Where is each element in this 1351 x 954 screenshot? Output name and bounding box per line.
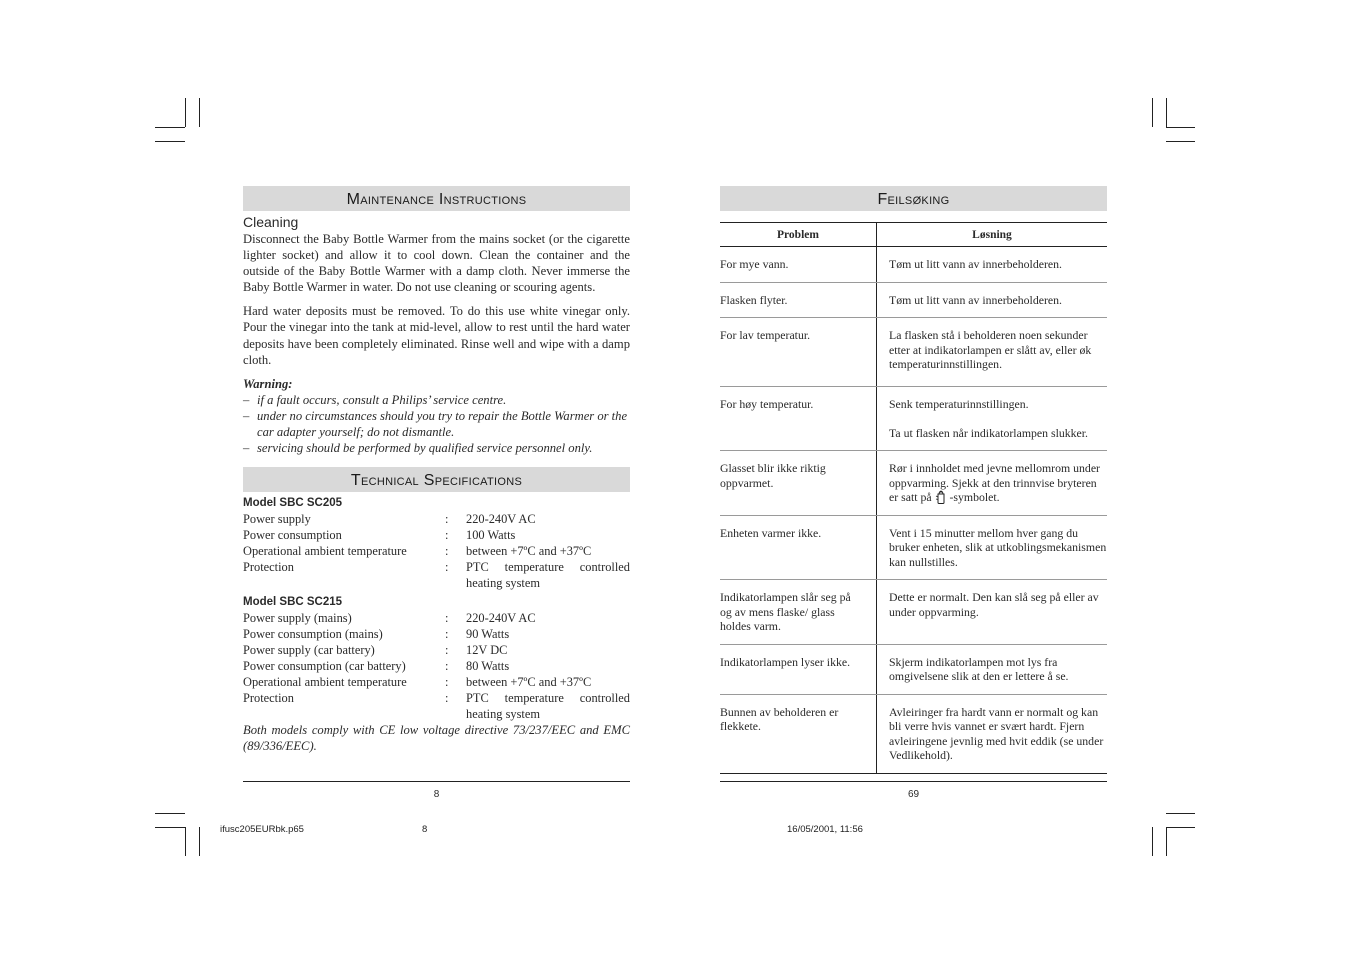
solution-cell: La flasken stå i beholderen noen sekunder etter at indikatorlampen er slått av, eller øk temperaturinnstillingen.: [877, 318, 1108, 387]
spec-label: Operational ambient temperature: [243, 674, 407, 689]
solution-cell: Vent i 15 minutter mellom hver gang du bruker enheten, slik at utkoblingsmekanismen kan nullstilles.: [877, 515, 1108, 580]
spec-value: 220-240V AC: [466, 511, 536, 526]
crop-mark: [1166, 141, 1195, 142]
cleaning-heading: Cleaning: [243, 214, 299, 230]
spec-label: Power supply (car battery): [243, 642, 375, 657]
column-header-solution: Løsning: [877, 223, 1108, 247]
slug-file: ifusc205EURbk.p65: [220, 824, 304, 835]
spec-value: 80 Watts: [466, 658, 510, 673]
solution-cell: Tøm ut litt vann av innerbeholderen.: [877, 247, 1108, 283]
warning-text: under no circumstances should you try to repair the Bottle Warmer or the car adapter yourself; do not dismantle.: [257, 408, 628, 439]
spec-row: Power consumption : 100 Watts: [243, 527, 630, 543]
warning-item: – under no circumstances should you try to repair the Bottle Warmer or the car adapter yourself; do not dismantle.: [243, 408, 630, 440]
spec-label: Power consumption (car battery): [243, 658, 406, 673]
spec-label: Power supply (mains): [243, 610, 352, 625]
page-number: 69: [907, 789, 920, 800]
problem-cell: Bunnen av beholderen er flekkete.: [720, 694, 877, 773]
spec-row: Power supply : 220-240V AC: [243, 511, 630, 527]
column-header-problem: Problem: [720, 223, 877, 247]
crop-mark: [155, 127, 185, 128]
table-row: [720, 318, 1107, 387]
slug-datetime: 16/05/2001, 11:56: [787, 824, 863, 835]
spec-value: 220-240V AC: [466, 610, 536, 625]
spec-value: 100 Watts: [466, 527, 516, 542]
solution-text: Rør i innholdet med jevne mellomrom under oppvarming. Sjekk at den trinnvise bryteren er satt på: [889, 461, 1100, 504]
solution-text: Ta ut flasken når indikatorlampen slukker.: [889, 425, 1089, 440]
spec-label: Protection: [243, 690, 294, 705]
problem-cell: Flasken flyter.: [720, 282, 877, 318]
spec-table: [243, 610, 630, 722]
problem-cell: For høy temperatur.: [720, 386, 877, 451]
bottle-icon: [935, 490, 947, 504]
spec-value: PTC temperature controlled heating system: [466, 559, 630, 590]
crop-mark: [1166, 827, 1195, 828]
crop-mark: [1166, 813, 1195, 814]
spec-label: Power consumption (mains): [243, 626, 383, 641]
warning-item: – servicing should be performed by qualified service personnel only.: [243, 440, 593, 455]
table-row: [720, 515, 1107, 580]
spec-value: between +7ºC and +37ºC: [466, 543, 592, 558]
spec-table: [243, 511, 630, 591]
spec-row: Operational ambient temperature : between +7ºC and +37ºC: [243, 674, 630, 690]
table-row: [720, 451, 1107, 516]
warning-title: Warning:: [243, 376, 293, 391]
crop-mark: [155, 141, 185, 142]
problem-cell: For mye vann.: [720, 247, 877, 283]
crop-mark: [1166, 827, 1167, 856]
solution-text: Senk temperaturinnstillingen.: [889, 396, 1029, 411]
spec-value: PTC temperature controlled heating system: [466, 690, 630, 721]
solution-cell: Tøm ut litt vann av innerbeholderen.: [877, 282, 1108, 318]
crop-mark: [185, 98, 186, 127]
warning-text: if a fault occurs, consult a Philips’ service centre.: [257, 392, 507, 407]
left-page: [243, 186, 630, 754]
spec-label: Power consumption: [243, 527, 342, 542]
specs-title: Technical Specifications: [243, 467, 630, 492]
spec-row: Power supply (car battery) : 12V DC: [243, 642, 630, 658]
troubleshooting-title: Feilsøking: [720, 186, 1107, 211]
problem-cell: For lav temperatur.: [720, 318, 877, 387]
crop-mark: [199, 827, 200, 856]
cleaning-paragraph: Hard water deposits must be removed. To do this use white vinegar only. Pour the vinegar into the tank at mid-level, allow to rest until the hard water deposits have been completely eliminated. Rinse well and wipe with a damp cloth.: [243, 304, 630, 367]
spec-row: Operational ambient temperature : between +7ºC and +37ºC: [243, 543, 630, 559]
crop-mark: [155, 827, 185, 828]
solution-cell: Avleiringer fra hardt vann er normalt og kan bli verre hvis vannet er svært hardt. Fjern avleiringene jevnlig med hvit eddik (se under Vedlikehold).: [877, 694, 1108, 773]
problem-cell: Indikatorlampen lyser ikke.: [720, 644, 877, 694]
page-number: 8: [433, 789, 440, 800]
model-name: Model SBC SC215: [243, 595, 343, 608]
table-header-row: [720, 223, 1107, 247]
compliance-note: Both models comply with CE low voltage directive 73/237/EEC and EMC (89/336/EEC).: [243, 722, 630, 753]
crop-mark: [1166, 98, 1167, 127]
spec-label: Protection: [243, 559, 294, 574]
crop-mark: [1166, 127, 1195, 128]
problem-cell: Indikatorlampen slår seg på og av mens flaske/ glass holdes varm.: [720, 580, 877, 645]
model-name: Model SBC SC205: [243, 496, 343, 509]
table-row: [720, 694, 1107, 773]
spec-row: Power consumption (car battery) : 80 Watts: [243, 658, 630, 674]
spec-value: 12V DC: [466, 642, 508, 657]
solution-cell: Skjerm indikatorlampen mot lys fra omgivelsene slik at den er lettere å se.: [877, 644, 1108, 694]
problem-cell: Enheten varmer ikke.: [720, 515, 877, 580]
spec-row: Protection : PTC temperature controlled heating system: [243, 690, 630, 721]
crop-mark: [1152, 98, 1153, 127]
warning-item: – if a fault occurs, consult a Philips’ service centre.: [243, 392, 507, 407]
warning-text: servicing should be performed by qualified service personnel only.: [257, 440, 593, 455]
spec-row: Power consumption (mains) : 90 Watts: [243, 626, 630, 642]
page-footer-rule: [243, 781, 630, 782]
crop-mark: [1152, 827, 1153, 856]
problem-cell: Glasset blir ikke riktig oppvarmet.: [720, 451, 877, 516]
warning-list: [243, 392, 630, 456]
table-row: [720, 282, 1107, 318]
solution-text: -symbolet.: [949, 490, 1000, 504]
spec-row: Protection : PTC temperature controlled heating system: [243, 559, 630, 590]
table-row: [720, 644, 1107, 694]
spec-label: Operational ambient temperature: [243, 543, 407, 558]
maintenance-title: Maintenance Instructions: [243, 186, 630, 211]
page-footer-rule: [720, 781, 1107, 782]
troubleshooting-table: [720, 222, 1107, 774]
table-row: [720, 580, 1107, 645]
spec-value: between +7ºC and +37ºC: [466, 674, 592, 689]
table-row: [720, 247, 1107, 283]
crop-mark: [155, 813, 185, 814]
slug-page: 8: [422, 824, 428, 835]
solution-cell: Dette er normalt. Den kan slå seg på eller av under oppvarming.: [877, 580, 1108, 645]
spec-value: 90 Watts: [466, 626, 510, 641]
crop-mark: [185, 827, 186, 856]
table-row: [720, 386, 1107, 451]
crop-mark: [199, 98, 200, 127]
spec-row: Power supply (mains) : 220-240V AC: [243, 610, 630, 626]
solution-cell: [877, 386, 1108, 451]
right-page: [720, 186, 1107, 774]
spec-label: Power supply: [243, 511, 311, 526]
solution-cell: [877, 451, 1108, 516]
cleaning-paragraph: Disconnect the Baby Bottle Warmer from the mains socket (or the cigarette lighter socket) and allow it to cool down. Clean the container and the outside of the Baby Bottle Warmer with a damp cloth. Never immerse the Baby Bottle Warmer in water. Do not use cleaning or scouring agents.: [243, 232, 630, 295]
